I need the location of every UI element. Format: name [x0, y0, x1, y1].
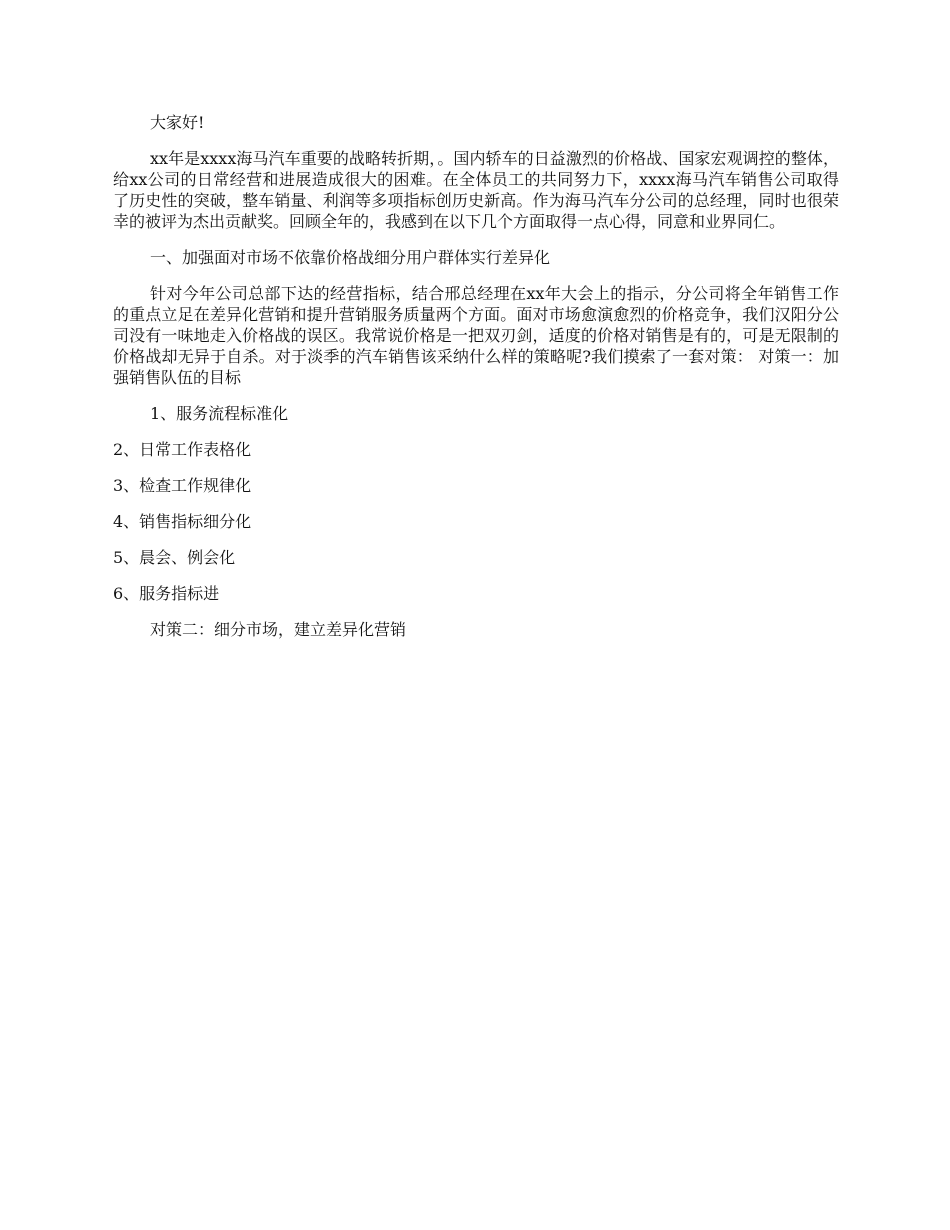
list-item: 2、日常工作表格化: [113, 440, 252, 459]
list-item: 3、检查工作规律化: [113, 476, 252, 495]
list-item: 1、服务流程标准化: [150, 404, 289, 423]
intro-paragraph: xx年是xxxx海马汽车重要的战略转折期，。国内轿车的日益激烈的价格战、国家宏观调控的整体，给xx公司的日常经营和进展造成很大的困难。在全体员工的共同努力下，xxxx海马汽车销售公司取得了历史性的突破，整车销量、利润等多项指标创历史新高。作为海马汽车分公司的总经理，同时也很荣幸的被评为杰出贡献奖。回顾全年的，我感到在以下几个方面取得一点心得，同意和业界同仁。: [113, 149, 839, 231]
section-heading: 一、加强面对市场不依靠价格战细分用户群体实行差异化: [150, 248, 551, 267]
document-content: [113, 112, 839, 655]
list-item: 5、晨会、例会化: [113, 548, 236, 567]
closing-paragraph: 对策二：细分市场，建立差异化营销: [150, 620, 407, 639]
greeting-paragraph: 大家好!: [150, 113, 205, 132]
list-item: 4、销售指标细分化: [113, 512, 252, 531]
list-item: 6、服务指标进: [113, 584, 220, 603]
body-paragraph: 针对今年公司总部下达的经营指标，结合邢总经理在xx年大会上的指示，分公司将全年销售工作的重点立足在差异化营销和提升营销服务质量两个方面。面对市场愈演愈烈的价格竞争，我们汉阳分公司没有一味地走入价格战的误区。我常说价格是一把双刃剑，适度的价格对销售是有的，可是无限制的价格战却无异于自杀。对于淡季的汽车销售该采纳什么样的策略呢?我们摸索了一套对策： 对策一：加强销售队伍的目标: [113, 284, 839, 387]
